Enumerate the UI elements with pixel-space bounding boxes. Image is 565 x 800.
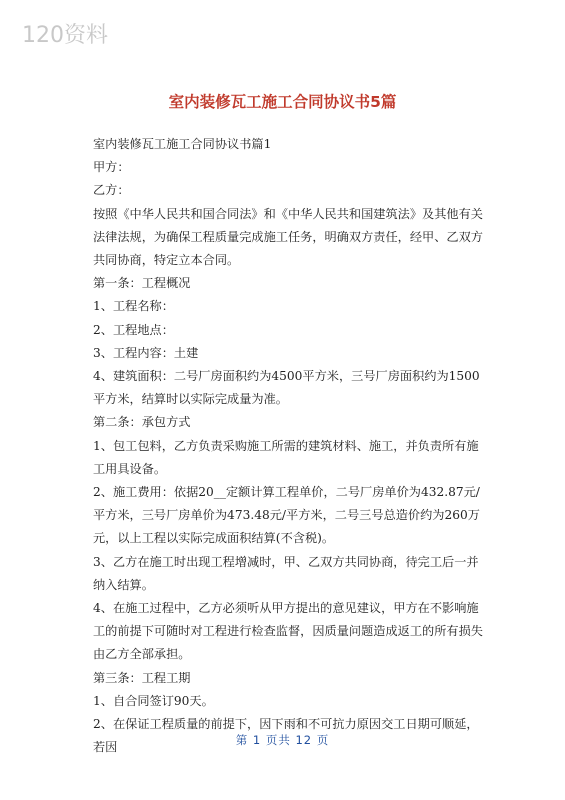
article-1-heading: 第一条：工程概况 [93, 276, 191, 291]
clause-quantity-change: 3、乙方在施工时出现工程增减时，甲、乙双方共同协商，待完工后一并纳入结算。 [93, 554, 479, 592]
preamble-paragraph: 按照《中华人民共和国合同法》和《中华人民共和国建筑法》及其他有关法律法规，为确保工程质量完成施工任务，明确双方责任，经甲、乙双方共同协商，特定立本合同。 [93, 206, 483, 268]
clause-contract-mode: 1、包工包料，乙方负责采购施工所需的建筑材料、施工，并负责所有施工用具设备。 [93, 438, 479, 476]
section-heading: 室内装修瓦工施工合同协议书篇1 [93, 137, 272, 151]
page-number: 第 1 页共 12 页 [235, 733, 330, 747]
article-2-heading: 第二条：承包方式 [93, 415, 191, 430]
clause-project-content: 3、工程内容：土建 [93, 345, 199, 360]
clause-construction-fee: 2、施工费用：依据20__定额计算工程单价，二号厂房单价为432.87元/平方米，三号厂房单价为473.48元/平方米，二号三号总造价约为260万元，以上工程以实际完成面积结算(不含税)。 [93, 485, 480, 546]
clause-building-area: 4、建筑面积：二号厂房面积约为4500平方米，三号厂房面积约为1500平方米，结算时以实际完成量为准。 [93, 369, 480, 407]
party-b-line: 乙方： [93, 183, 130, 198]
clause-duration: 1、自合同签订90天。 [93, 693, 214, 708]
document-body [93, 133, 485, 759]
watermark-logo: 120资料 [22, 23, 108, 48]
party-a-line: 甲方： [93, 160, 130, 175]
clause-extension: 2、在保证工程质量的前提下，因下雨和不可抗力原因交工日期可顺延，若因 [93, 717, 479, 755]
clause-project-location: 2、工程地点： [93, 322, 174, 337]
clause-supervision: 4、在施工过程中，乙方必须听从甲方提出的意见建议，甲方在不影响施工的前提下可随时对工程进行检查监督，因质量问题造成返工的所有损失由乙方全部承担。 [93, 601, 483, 662]
article-3-heading: 第三条：工程工期 [93, 670, 191, 685]
clause-project-name: 1、工程名称： [93, 299, 174, 314]
document-title: 室内装修瓦工施工合同协议书5篇 [168, 93, 397, 111]
